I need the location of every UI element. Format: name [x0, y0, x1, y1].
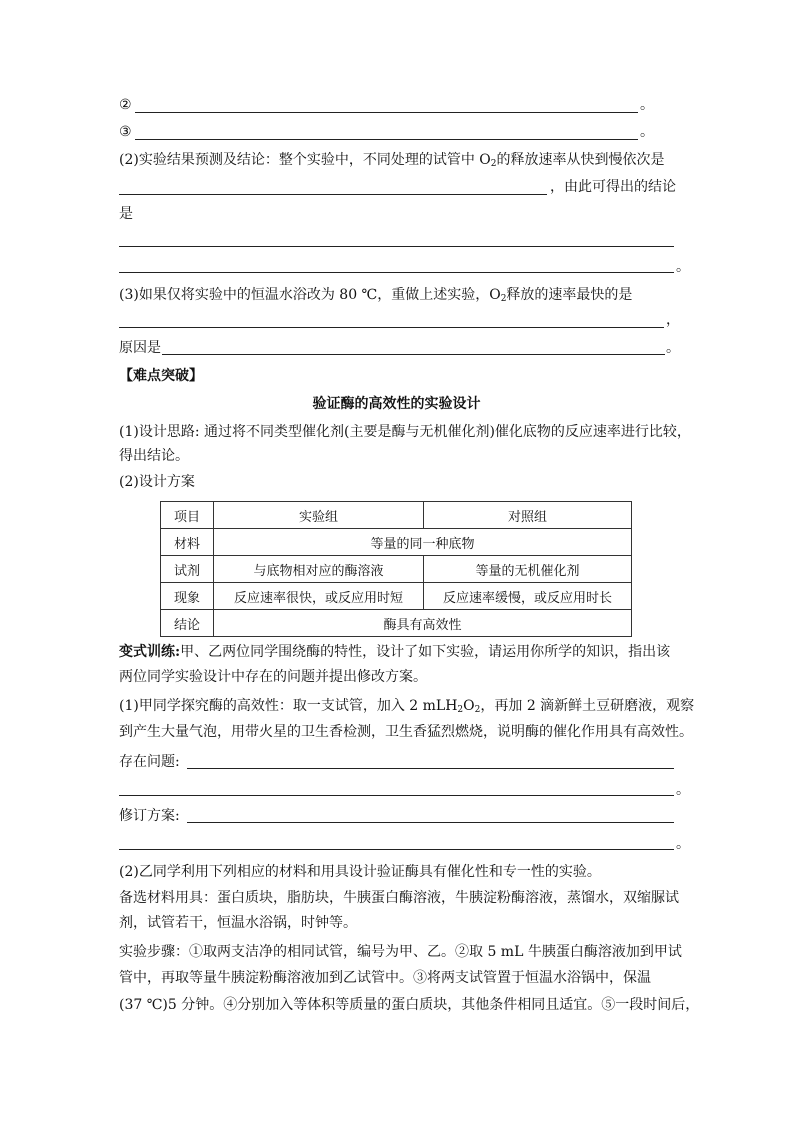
section-title: 验证酶的高效性的实验设计: [312, 396, 481, 412]
q3-line1: [119, 285, 632, 305]
table-cell: 等量的无机催化剂: [424, 556, 632, 583]
table-cell: 酶具有高效性: [214, 610, 632, 637]
table-cell: 与底物相对应的酶溶液: [214, 556, 424, 583]
answer-rule[interactable]: [119, 272, 674, 273]
answer-rule[interactable]: [119, 795, 674, 796]
idea-line2: 得出结论。: [119, 448, 189, 464]
steps-line3: (37 ℃)5 分钟。④分别加入等体积等质量的蛋白质块，其他条件相同且适宜。⑤一段时间后，: [119, 997, 700, 1013]
answer-rule[interactable]: [135, 112, 638, 113]
answer-rule[interactable]: [119, 246, 674, 247]
p1-text-a: (1)甲同学探究酶的高效性：取一支试管，加入 2 mLH: [119, 698, 458, 714]
step-3-marker: ③: [119, 124, 132, 140]
q3-sub: 2: [500, 294, 507, 304]
exercise-intro-line2: 两位同学实验设计中存在的问题并提出修改方案。: [119, 669, 427, 685]
problem-label: 存在问题:: [119, 754, 180, 770]
revision-label: 修订方案:: [119, 808, 180, 824]
q2-sub: 2: [490, 159, 497, 169]
p1-line1: [119, 696, 694, 716]
q3-text-b: 释放的速率最快的是: [506, 287, 633, 303]
answer-rule[interactable]: [135, 139, 638, 140]
answer-rule[interactable]: [119, 194, 547, 195]
p1-line2: 到产生大量气泡，用带火星的卫生香检测，卫生香猛烈燃烧，说明酶的催化作用具有高效性。: [119, 724, 693, 740]
blank-line-step3: [119, 122, 132, 142]
table-cell: 材料: [161, 529, 214, 556]
answer-rule[interactable]: [187, 768, 674, 769]
table-row: [161, 529, 632, 556]
table-cell: 试剂: [161, 556, 214, 583]
design-table: [160, 501, 632, 637]
table-cell: 实验组: [214, 502, 424, 529]
comma: ，: [666, 312, 680, 328]
exercise-intro-text: 甲、乙两位同学围绕酶的特性，设计了如下实验，请运用你所学的知识，指出该: [180, 644, 671, 660]
idea-line1: (1)设计思路: 通过将不同类型催化剂(主要是酶与无机催化剂)催化底物的反应速率进行比较，: [119, 424, 691, 440]
q2-text-a: (2)实验结果预测及结论：整个实验中，不同处理的试管中 O: [119, 152, 491, 168]
p1-text-c: ，再加 2 滴新鲜土豆研磨液，观察: [480, 698, 695, 714]
answer-rule[interactable]: [119, 849, 674, 850]
p2-line1: (2)乙同学利用下列相应的材料和用具设计验证酶具有催化性和专一性的实验。: [119, 864, 601, 880]
answer-rule[interactable]: [119, 327, 664, 328]
materials-line1: 备选材料用具：蛋白质块，脂肪块，牛胰蛋白酶溶液，牛胰淀粉酶溶液，蒸馏水，双缩脲试: [119, 890, 679, 906]
table-row: [161, 556, 632, 583]
p1-sub1: 2: [457, 705, 464, 715]
table-cell: 项目: [161, 502, 214, 529]
table-cell: 反应速率很快，或反应用时短: [214, 583, 424, 610]
steps-line1: 实验步骤：①取两支洁净的相同试管，编号为甲、乙。②取 5 mL 牛胰蛋白酶溶液加到甲试: [119, 944, 682, 960]
q3-reason-label: 原因是: [119, 340, 161, 356]
exercise-intro-line1: [119, 642, 670, 662]
answer-rule[interactable]: [162, 354, 665, 355]
table-cell: 对照组: [424, 502, 632, 529]
period: 。: [640, 97, 654, 113]
period: 。: [676, 259, 690, 275]
p1-text-b: O: [463, 698, 475, 714]
table-row: [161, 502, 632, 529]
table-cell: 等量的同一种底物: [214, 529, 632, 556]
step-2-marker: ②: [119, 97, 132, 113]
steps-line2: 管中，再取等量牛胰淀粉酶溶液加到乙试管中。③将两支试管置于恒温水浴锅中，保温: [119, 970, 651, 986]
period: 。: [666, 340, 680, 356]
table-cell: 现象: [161, 583, 214, 610]
table-cell: 结论: [161, 610, 214, 637]
answer-rule[interactable]: [187, 822, 674, 823]
period: 。: [640, 124, 654, 140]
q2-line2-tail: ，由此可得出的结论: [550, 179, 676, 195]
section-header: 【难点突破】: [119, 368, 203, 384]
q2-line1: [119, 150, 665, 170]
q2-text-b: 的释放速率从快到慢依次是: [496, 152, 665, 168]
table-row: [161, 610, 632, 637]
table-row: [161, 583, 632, 610]
q2-line3: 是: [119, 206, 133, 222]
plan-label: (2)设计方案: [119, 474, 195, 490]
blank-line-step2: [119, 95, 132, 115]
materials-line2: 剂，试管若干，恒温水浴锅，时钟等。: [119, 915, 357, 931]
period: 。: [676, 836, 690, 852]
period: 。: [676, 782, 690, 798]
q3-text-a: (3)如果仅将实验中的恒温水浴改为 80 ℃，重做上述实验，O: [119, 287, 501, 303]
table-cell: 反应速率缓慢，或反应用时长: [424, 583, 632, 610]
exercise-label: 变式训练:: [119, 644, 181, 660]
p1-sub2: 2: [474, 705, 481, 715]
